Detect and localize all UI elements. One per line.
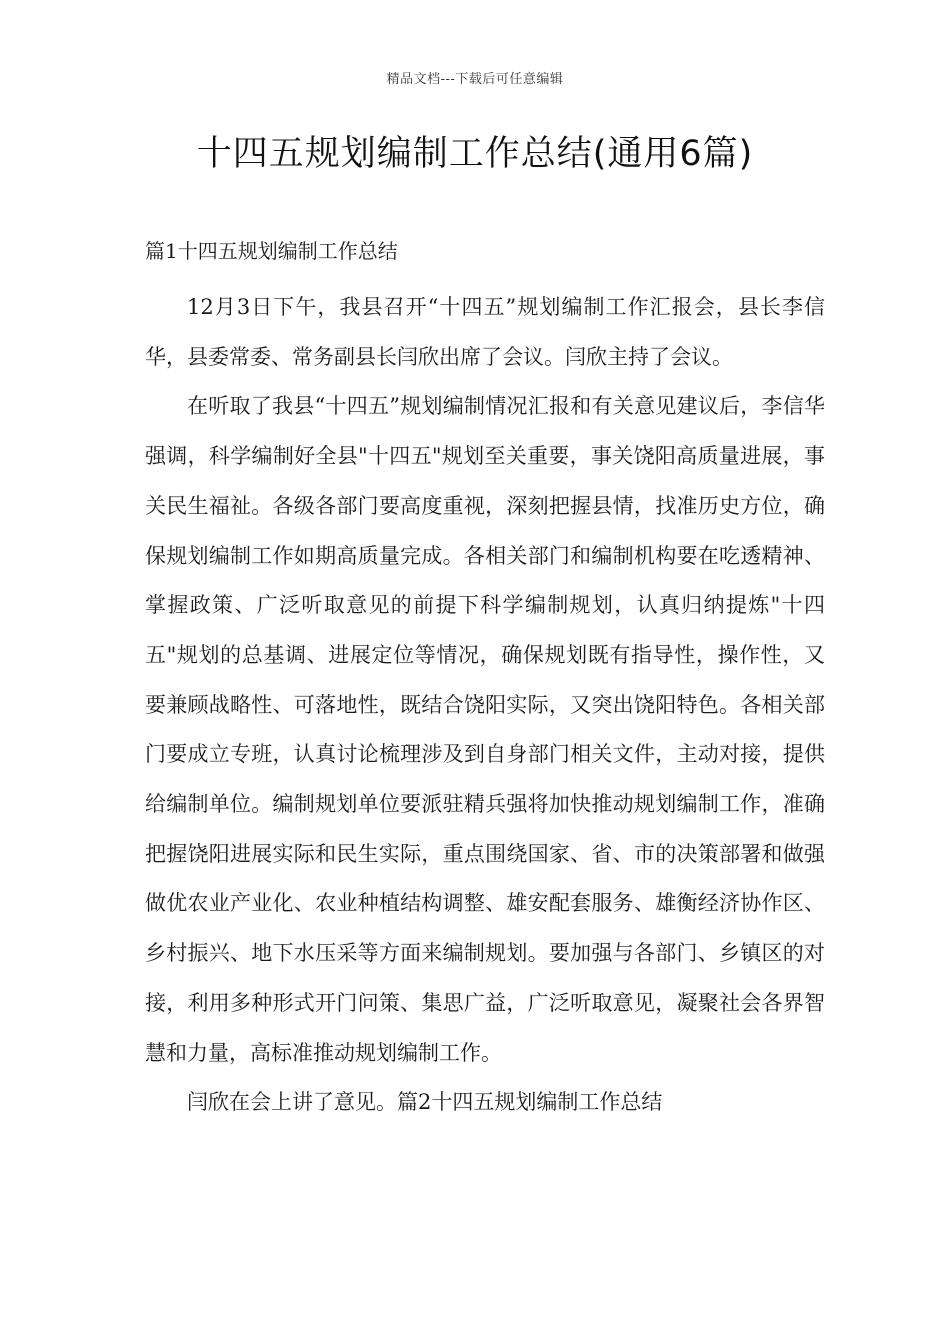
paragraph-3: 闫欣在会上讲了意见。篇2十四五规划编制工作总结 [187,1090,663,1115]
paragraph-2: 在听取了我县“十四五”规划编制情况汇报和有关意见建议后，李信华强调，科学编制好全县"十四五"规划至关重要，事关饶阳高质量进展，事关民生福祉。各级各部门要高度重视，深刻把握县情，找准历史方位，确保规划编制工作如期高质量完成。各相关部门和编制机构要在吃透精神、掌握政策、广泛听取意见的前提下科学编制规划，认真归纳提炼"十四五"规划的总基调、进展定位等情况，确保规划既有指导性，操作性，又要兼顾战略性、可落地性，既结合饶阳实际，又突出饶阳特色。各相关部门要成立专班，认真讨论梳理涉及到自身部门相关文件，主动对接，提供给编制单位。编制规划单位要派驻精兵强将加快推动规划编制工作，准确把握饶阳进展实际和民生实际，重点围绕国家、省、市的决策部署和做强做优农业产业化、农业种植结构调整、雄安配套服务、雄衡经济协作区、乡村振兴、地下水压采等方面来编制规划。要加强与各部门、乡镇区的对接，利用多种形式开门问策、集思广益，广泛听取意见，凝聚社会各界智慧和力量，高标准推动规划编制工作。 [145,394,825,1065]
paragraph-1: 12月3日下午，我县召开“十四五”规划编制工作汇报会，县长李信华，县委常委、常务副县长闫欣出席了会议。闫欣主持了会议。 [145,295,825,369]
document-title: 十四五规划编制工作总结(通用6篇) [196,134,754,174]
page-header-note: 精品文档---下载后可任意编辑 [386,72,564,87]
section-heading: 篇1十四五规划编制工作总结 [145,239,398,263]
document-body [145,283,825,1128]
